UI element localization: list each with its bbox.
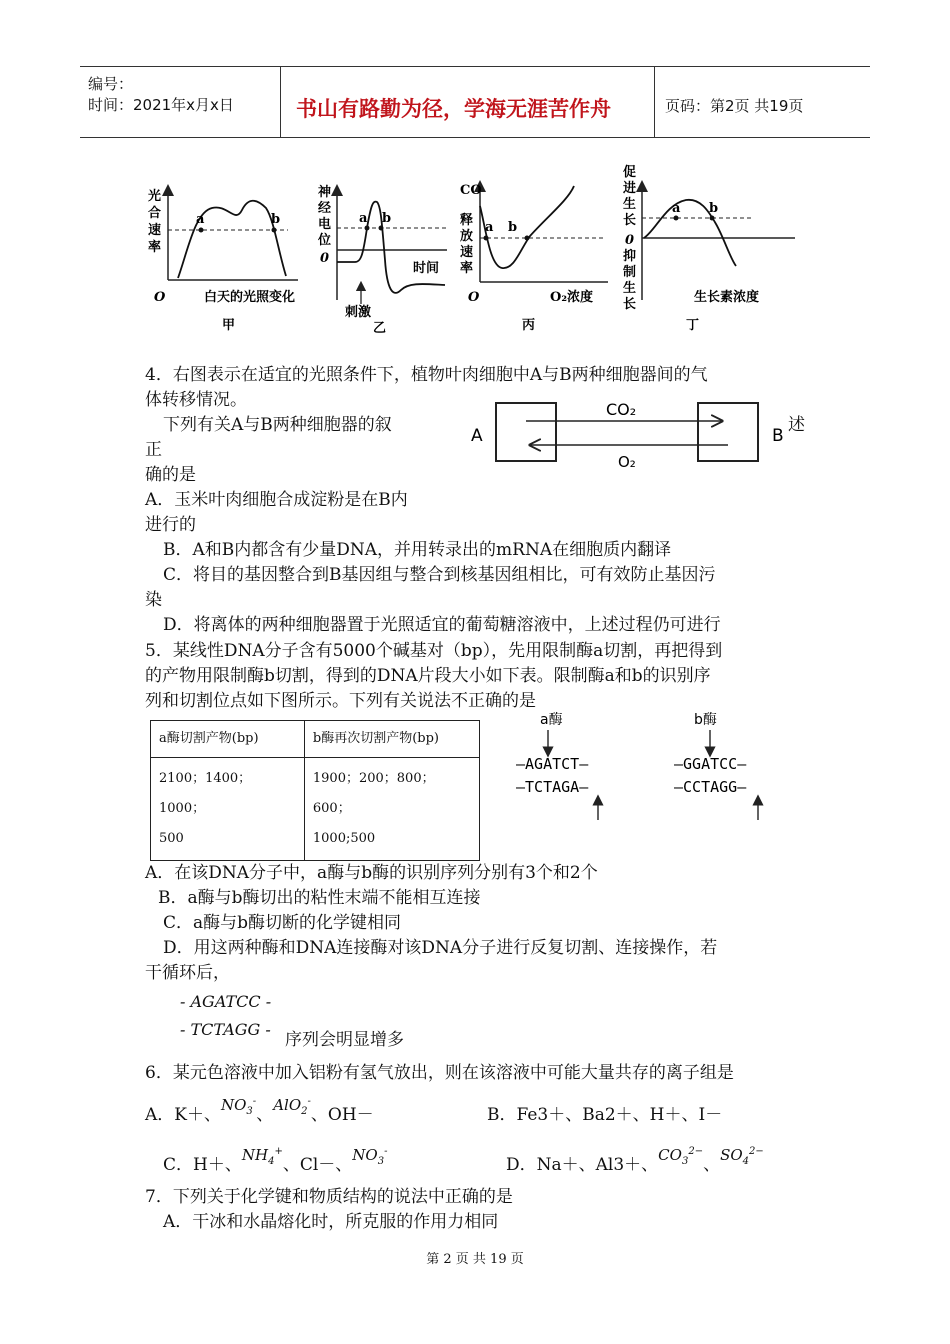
jia-ylabel-4: 率 <box>148 240 162 255</box>
no3-ion: $NO_3^-$ <box>220 1096 257 1117</box>
table-header-b: b酶再次切割产物(bp) <box>304 721 479 758</box>
header-divider <box>280 67 281 137</box>
bing-a: a <box>485 220 494 235</box>
number-label: 编号： <box>88 75 134 93</box>
page-header <box>80 66 870 138</box>
ding-ylabel-top-1: 促 <box>623 165 637 180</box>
graph-bing <box>460 183 608 333</box>
bing-xlabel: O₂浓度 <box>550 290 594 305</box>
co2-label: CO₂ <box>606 400 637 419</box>
q4-line3: 下列有关A与B两种细胞器的叙 <box>163 415 392 435</box>
nh4-text: NH <box>241 1146 269 1164</box>
q5-optC: C．a酶与b酶切断的化学键相同 <box>163 913 402 933</box>
q6-optC <box>163 1146 388 1177</box>
q6-optA <box>145 1096 374 1127</box>
jia-origin: O <box>154 290 166 305</box>
q4-line1: 4．右图表示在适宜的光照条件下，植物叶肉细胞中A与B两种细胞器间的气 <box>145 365 708 385</box>
enzB-name: b酶 <box>694 712 717 728</box>
ding-origin: 0 <box>625 233 635 248</box>
table-cell-a <box>151 758 305 861</box>
jia-ylabel-3: 速 <box>148 223 162 238</box>
enzA-bottom: —TCTAGA— <box>516 778 589 796</box>
motto: 书山有路勤为径，学海无涯苦作舟 <box>296 97 611 121</box>
ding-name: 丁 <box>686 318 700 333</box>
yi-ylabel-2: 经 <box>318 201 332 216</box>
bing-name: 丙 <box>522 318 536 333</box>
organelle-A: A <box>471 426 483 446</box>
jia-ylabel-1: 光 <box>148 189 162 204</box>
q6-stem: 6．某元色溶液中加入铝粉有氢气放出，则在该溶液中可能大量共存的离子组是 <box>145 1063 734 1083</box>
enzB-top: —GGATCC— <box>674 755 747 773</box>
yi-a: a <box>359 211 368 226</box>
enzA-name: a酶 <box>540 712 563 728</box>
co3-text: CO <box>658 1146 682 1164</box>
q5-line2: 的产物用限制酶b切割，得到的DNA片段大小如下表。限制酶a和b的识别序 <box>145 666 711 686</box>
q5-optD1: D．用这两种酶和DNA连接酶对该DNA分子进行反复切割、连接操作，若 <box>163 938 718 958</box>
alo2-ion: AlO$_2$- <box>273 1096 311 1117</box>
table-cell-b <box>304 758 479 861</box>
yi-stim: 刺激 <box>345 305 372 320</box>
jia-xlabel: 白天的光照变化 <box>204 290 296 305</box>
yi-xlabel: 时间 <box>413 261 440 276</box>
ding-ylabel-bot-1: 抑 <box>623 249 637 264</box>
optA-post: 、OH－ <box>310 1105 374 1125</box>
so4-ion: $SO_4^{2-}$ <box>720 1146 764 1167</box>
ding-ylabel-top-4: 长 <box>623 213 637 228</box>
ding-b: b <box>709 201 719 216</box>
seq-bottom: - TCTAGG - <box>180 1020 271 1039</box>
q5-optD2: 干循环后， <box>145 963 230 983</box>
no3-text-c: NO <box>352 1146 378 1164</box>
date-text: 时间：2021年x月x日 <box>88 96 234 114</box>
yi-name: 乙 <box>373 321 387 336</box>
bing-ylabel-2: 释 <box>460 213 474 228</box>
organelle-diagram <box>466 393 786 475</box>
table-header-a: a酶切割产物(bp) <box>151 721 305 758</box>
cell-b-line2: 1000;500 <box>312 831 376 846</box>
q6-optB: B．Fe3＋、Ba2＋、H＋、I－ <box>487 1105 723 1125</box>
no3-ion-c: $NO_3^-$ <box>352 1146 388 1167</box>
o2-label: O₂ <box>618 453 636 471</box>
q4-optB: B．A和B内都含有少量DNA，并用转录出的mRNA在细胞质内翻译 <box>163 540 672 560</box>
optA-sep: 、 <box>256 1105 274 1125</box>
cell-a-line2: 500 <box>159 831 184 846</box>
nh4-ion: $NH_4^+$ <box>241 1146 283 1167</box>
q4-optA2: 进行的 <box>145 515 196 535</box>
ding-ylabel-bot-2: 制 <box>623 265 637 280</box>
q7-stem: 7．下列关于化学键和物质结构的说法中正确的是 <box>145 1187 513 1207</box>
q6-optD <box>506 1146 764 1177</box>
q4-optC1: C．将目的基因整合到B基因组与整合到核基因组相比，可有效防止基因污 <box>163 565 716 585</box>
bing-ylabel-3: 放 <box>460 229 474 244</box>
enzyme-sites <box>510 708 810 824</box>
q5-line1: 5．某线性DNA分子含有5000个碱基对（bp），先用限制酶a切割，再把得到 <box>145 641 723 661</box>
q4-optA1: A．玉米叶肉细胞合成淀粉是在B内 <box>145 490 408 510</box>
q5-optA: A．在该DNA分子中，a酶与b酶的识别序列分别有3个和2个 <box>145 863 598 883</box>
jia-b: b <box>271 212 281 227</box>
q5-optB: B．a酶与b酶切出的粘性末端不能相互连接 <box>158 888 481 908</box>
ding-ylabel-bot-3: 生 <box>623 281 637 296</box>
bing-ylabel-4: 速 <box>460 245 474 260</box>
bing-ylabel-1: CO <box>460 183 482 198</box>
seq-top: - AGATCC - <box>180 992 272 1011</box>
optC-pre: C．H＋、 <box>163 1155 242 1175</box>
q4-line4: 正 <box>145 440 162 460</box>
optD-sep: 、 <box>703 1155 721 1175</box>
cell-b-line1: 1900；200；800；600； <box>312 771 435 816</box>
jia-name: 甲 <box>222 318 236 333</box>
ding-ylabel-top-3: 生 <box>623 197 637 212</box>
four-graphs <box>140 165 820 340</box>
graph-jia <box>148 188 298 333</box>
q4-line3b: 述 <box>788 415 805 435</box>
yi-ylabel-1: 神 <box>318 185 332 200</box>
optA-pre: A．K＋、 <box>145 1105 221 1125</box>
q4-optC2: 染 <box>145 590 162 610</box>
header-divider <box>654 67 655 137</box>
bing-ylabel-5: 率 <box>460 261 474 276</box>
ding-ylabel-bot-4: 长 <box>623 297 637 312</box>
yi-ylabel-3: 电 <box>318 217 332 232</box>
cell-a-line1: 2100；1400；1000； <box>159 771 252 816</box>
bing-origin: O <box>468 290 480 305</box>
table-header-row <box>151 721 480 758</box>
alo2-text: AlO <box>273 1096 302 1114</box>
co3-ion: $CO_3^{2-}$ <box>658 1146 704 1167</box>
enzB-bottom: —CCTAGG— <box>674 778 747 796</box>
q4-line5: 确的是 <box>145 465 196 485</box>
bing-b: b <box>508 220 518 235</box>
page-info: 页码：第2页 共19页 <box>665 97 804 115</box>
q7-optA: A．干冰和水晶熔化时，所克服的作用力相同 <box>163 1212 499 1232</box>
so4-text: SO <box>720 1146 743 1164</box>
no3-text: NO <box>220 1096 247 1114</box>
q4-line2: 体转移情况。 <box>145 390 247 410</box>
jia-a: a <box>196 212 205 227</box>
jia-ylabel-2: 合 <box>148 206 162 221</box>
graph-ding <box>623 164 795 333</box>
enzyme-table <box>150 720 480 861</box>
optD-pre: D．Na＋、Al3＋、 <box>506 1155 659 1175</box>
ding-ylabel-top-2: 进 <box>623 181 637 196</box>
graph-yi <box>317 184 447 336</box>
table-row <box>151 758 480 861</box>
ding-xlabel: 生长素浓度 <box>694 290 760 305</box>
seq-tail: 序列会明显增多 <box>285 1030 404 1050</box>
yi-origin: 0 <box>320 251 330 266</box>
enzA-top: —AGATCT— <box>516 755 589 773</box>
optC-mid: 、Cl－、 <box>282 1155 353 1175</box>
q5-line3: 列和切割位点如下图所示。下列有关说法不正确的是 <box>145 691 536 711</box>
q4-optD: D．将离体的两种细胞器置于光照适宜的葡萄糖溶液中，上述过程仍可进行 <box>163 615 721 635</box>
yi-b: b <box>382 211 392 226</box>
organelle-B: B <box>772 426 784 446</box>
page-footer: 第 2 页 共 19 页 <box>426 1252 524 1267</box>
yi-ylabel-4: 位 <box>318 233 332 248</box>
ding-a: a <box>672 201 681 216</box>
